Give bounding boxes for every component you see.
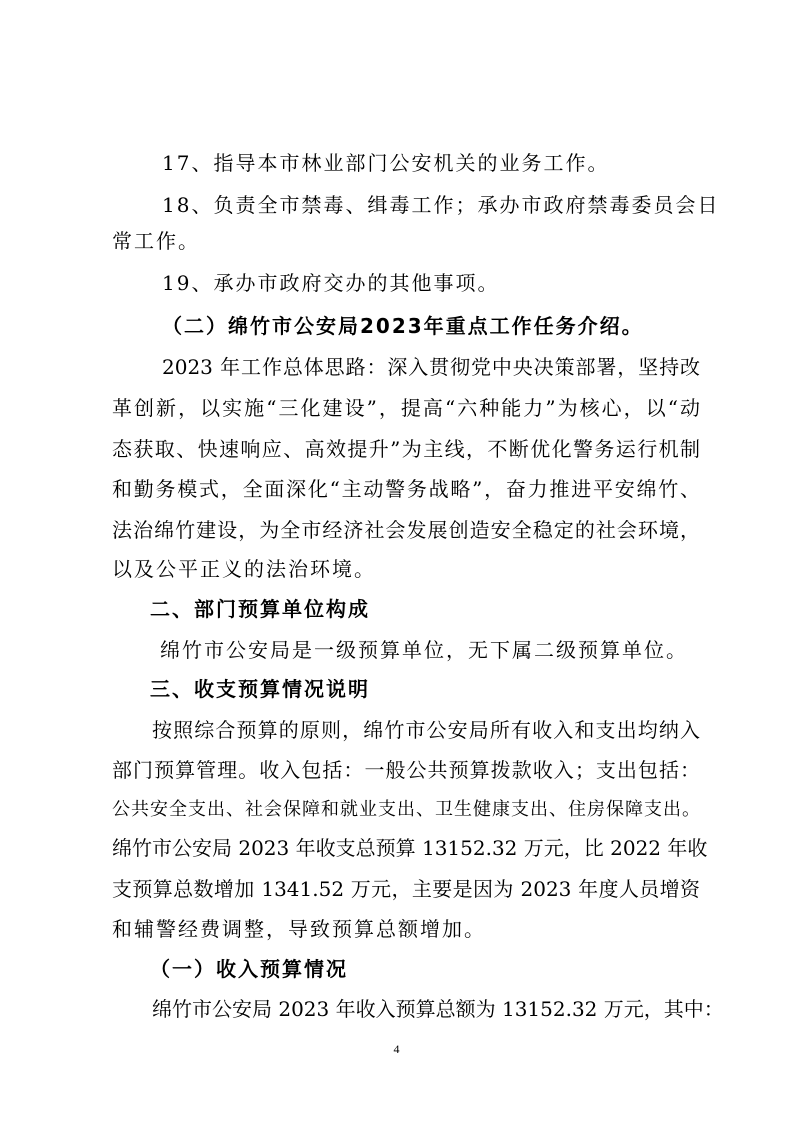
section-heading-budget-units: 二、部门预算单位构成 <box>150 597 370 621</box>
paragraph-line: 革创新，以实施“三化建设”，提高“六种能力”为核心，以“动 <box>112 396 700 420</box>
paragraph-line: 以及公平正义的法治环境。 <box>112 557 376 581</box>
page-number: 4 <box>393 1042 400 1056</box>
section-heading-income-budget: （一）收入预算情况 <box>150 957 348 981</box>
paragraph-line: 和辅警经费调整，导致预算总额增加。 <box>112 917 486 941</box>
paragraph-line: 按照综合预算的原则，绵竹市公安局所有收入和支出均纳入 <box>152 718 700 742</box>
paragraph-item-18: 18、负责全市禁毒、缉毒工作；承办市政府禁毒委员会日 <box>162 193 720 217</box>
paragraph-item-19: 19、承办市政府交办的其他事项。 <box>162 271 500 295</box>
paragraph-line: 绵竹市公安局 2023 年收入预算总额为 13152.32 万元，其中： <box>152 997 724 1021</box>
paragraph-line: 绵竹市公安局是一级预算单位，无下属二级预算单位。 <box>160 638 688 662</box>
paragraph-line: 公共安全支出、社会保障和就业支出、卫生健康支出、住房保障支出。 <box>112 799 700 820</box>
section-heading-key-tasks: （二）绵竹市公安局2023年重点工作任务介绍。 <box>162 314 644 338</box>
paragraph-line: 和勤务模式，全面深化“主动警务战略”，奋力推进平安绵竹、 <box>112 477 700 501</box>
paragraph-line: 态获取、快速响应、高效提升”为主线，不断优化警务运行机制 <box>112 437 700 461</box>
paragraph-line: 法治绵竹建设，为全市经济社会发展创造安全稳定的社会环境， <box>112 518 700 542</box>
paragraph-line: 部门预算管理。收入包括：一般公共预算拨款收入；支出包括： <box>112 758 700 782</box>
paragraph-item-18-cont: 常工作。 <box>112 229 200 253</box>
paragraph-line: 支预算总数增加 1341.52 万元，主要是因为 2023 年度人员增资 <box>112 877 700 901</box>
paragraph-item-17: 17、指导本市林业部门公安机关的业务工作。 <box>162 151 610 175</box>
paragraph-line: 绵竹市公安局 2023 年收支总预算 13152.32 万元，比 2022 年收 <box>112 836 708 860</box>
section-heading-budget-explanation: 三、收支预算情况说明 <box>150 677 370 701</box>
paragraph-line: 2023 年工作总体思路：深入贯彻党中央决策部署，坚持改 <box>162 355 700 379</box>
